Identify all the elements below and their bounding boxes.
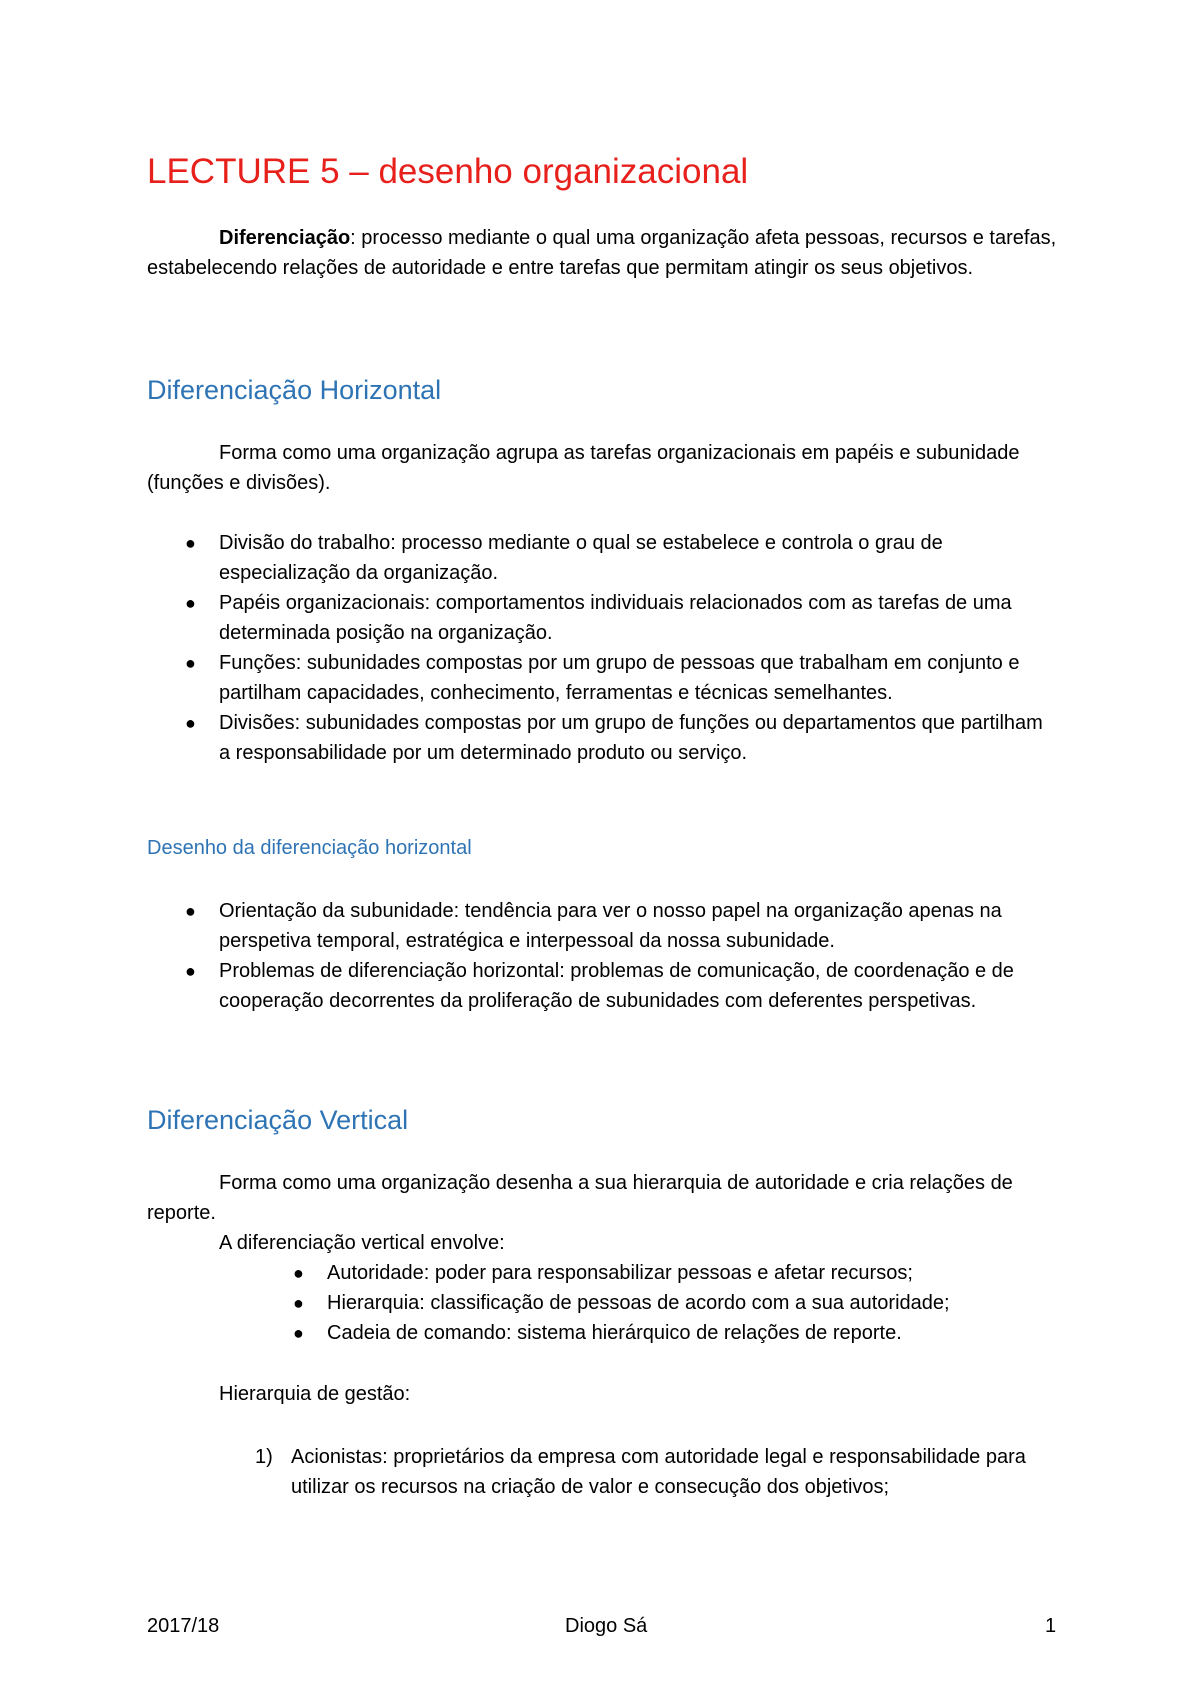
vertical-paragraph: Forma como uma organização desenha a sua hierarquia de autoridade e cria relações de reporte. [147, 1172, 1013, 1224]
list-item: ● Divisões: subunidades compostas por um grupo de funções ou departamentos que partilham a responsabilidade por um determinado produto ou serviço. [147, 708, 1057, 768]
vertical-involves: A diferenciação vertical envolve: [219, 1232, 505, 1254]
bullet-icon: ● [185, 901, 196, 921]
list-number: 1) [255, 1446, 273, 1468]
footer-author: Diogo Sá [565, 1615, 648, 1637]
horizontal-design-list [147, 896, 1057, 1016]
footer-year: 2017/18 [147, 1615, 220, 1637]
list-item: ● Autoridade: poder para responsabilizar pessoas e afetar recursos; [147, 1258, 1057, 1288]
bullet-icon: ● [293, 1293, 304, 1313]
hierarchy-list [147, 1442, 1057, 1502]
intro-definition [147, 223, 1057, 283]
heading-horizontal: Diferenciação Horizontal [147, 375, 442, 405]
bullet-icon: ● [185, 533, 196, 553]
list-item: ● Hierarquia: classificação de pessoas de acordo com a sua autoridade; [147, 1288, 1057, 1318]
list-item: ● Cadeia de comando: sistema hierárquico de relações de reporte. [147, 1318, 1057, 1348]
vertical-list [147, 1258, 1057, 1348]
footer-page-number: 1 [1045, 1615, 1057, 1637]
heading-vertical: Diferenciação Vertical [147, 1105, 409, 1135]
intro-text: : processo mediante o qual uma organização afeta pessoas, recursos e tarefas, estabelecendo relações de autoridade e entre tarefas que permitam atingir os seus objetivos. [147, 227, 1057, 279]
horizontal-list [147, 528, 1057, 768]
list-item: ● Funções: subunidades compostas por um grupo de pessoas que trabalham em conjunto e partilham capacidades, conhecimento, ferramentas e técnicas semelhantes. [147, 648, 1057, 708]
bullet-icon: ● [185, 713, 196, 733]
horizontal-paragraph: Forma como uma organização agrupa as tarefas organizacionais em papéis e subunidade (funções e divisões). [147, 442, 1020, 494]
bullet-icon: ● [185, 961, 196, 981]
list-item: ● Problemas de diferenciação horizontal: problemas de comunicação, de coordenação e de cooperação decorrentes da proliferação de subunidades com deferentes perspetivas. [147, 956, 1057, 1016]
bullet-icon: ● [185, 653, 196, 673]
list-item: 1) Acionistas: proprietários da empresa com autoridade legal e responsabilidade para utilizar os recursos na criação de valor e consecução dos objetivos; [147, 1442, 1057, 1502]
bullet-icon: ● [185, 593, 196, 613]
subheading-horizontal-design: Desenho da diferenciação horizontal [147, 837, 472, 859]
bullet-icon: ● [293, 1323, 304, 1343]
bullet-icon: ● [293, 1263, 304, 1283]
list-item: ● Orientação da subunidade: tendência para ver o nosso papel na organização apenas na perspetiva temporal, estratégica e interpessoal da nossa subunidade. [147, 896, 1057, 956]
page-title: LECTURE 5 – desenho organizacional [147, 152, 749, 191]
intro-term: Diferenciação [219, 227, 351, 249]
list-item: ● Divisão do trabalho: processo mediante o qual se estabelece e controla o grau de especialização da organização. [147, 528, 1057, 588]
list-item: ● Papéis organizacionais: comportamentos individuais relacionados com as tarefas de uma determinada posição na organização. [147, 588, 1057, 648]
hierarchy-label: Hierarquia de gestão: [219, 1383, 411, 1405]
